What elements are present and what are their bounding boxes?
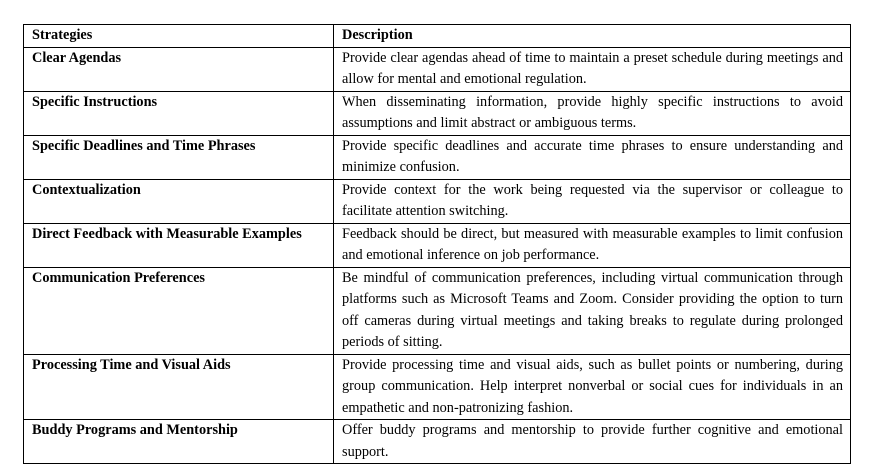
table-row (24, 223, 851, 267)
strategies-table (23, 24, 851, 464)
strategy-cell: Specific Deadlines and Time Phrases (24, 135, 334, 179)
strategy-cell: Processing Time and Visual Aids (24, 354, 334, 420)
strategy-cell: Specific Instructions (24, 91, 334, 135)
table-row (24, 179, 851, 223)
header-strategies: Strategies (24, 25, 334, 48)
description-cell: Provide context for the work being requested via the supervisor or colleague to facilitate attention switching. (334, 179, 851, 223)
table-header-row (24, 25, 851, 48)
table-row (24, 267, 851, 354)
description-cell: Feedback should be direct, but measured with measurable examples to limit confusion and emotional inference on job performance. (334, 223, 851, 267)
table-row (24, 420, 851, 464)
table-row (24, 47, 851, 91)
description-cell: Offer buddy programs and mentorship to provide further cognitive and emotional support. (334, 420, 851, 464)
strategy-cell: Contextualization (24, 179, 334, 223)
description-cell: Provide clear agendas ahead of time to maintain a preset schedule during meetings and allow for mental and emotional regulation. (334, 47, 851, 91)
description-cell: When disseminating information, provide highly specific instructions to avoid assumptions and limit abstract or ambiguous terms. (334, 91, 851, 135)
strategy-cell: Clear Agendas (24, 47, 334, 91)
table-row (24, 91, 851, 135)
strategy-cell: Communication Preferences (24, 267, 334, 354)
table-row (24, 354, 851, 420)
description-cell: Provide processing time and visual aids, such as bullet points or numbering, during group communication. Help interpret nonverbal or social cues for individuals in an empathetic and non-patronizing fashion. (334, 354, 851, 420)
description-cell: Be mindful of communication preferences, including virtual communication through platforms such as Microsoft Teams and Zoom. Consider providing the option to turn off cameras during virtual meetings and taking breaks to regulate during prolonged periods of sitting. (334, 267, 851, 354)
table-row (24, 135, 851, 179)
description-cell: Provide specific deadlines and accurate time phrases to ensure understanding and minimize confusion. (334, 135, 851, 179)
strategy-cell: Buddy Programs and Mentorship (24, 420, 334, 464)
strategy-cell: Direct Feedback with Measurable Examples (24, 223, 334, 267)
header-description: Description (334, 25, 851, 48)
